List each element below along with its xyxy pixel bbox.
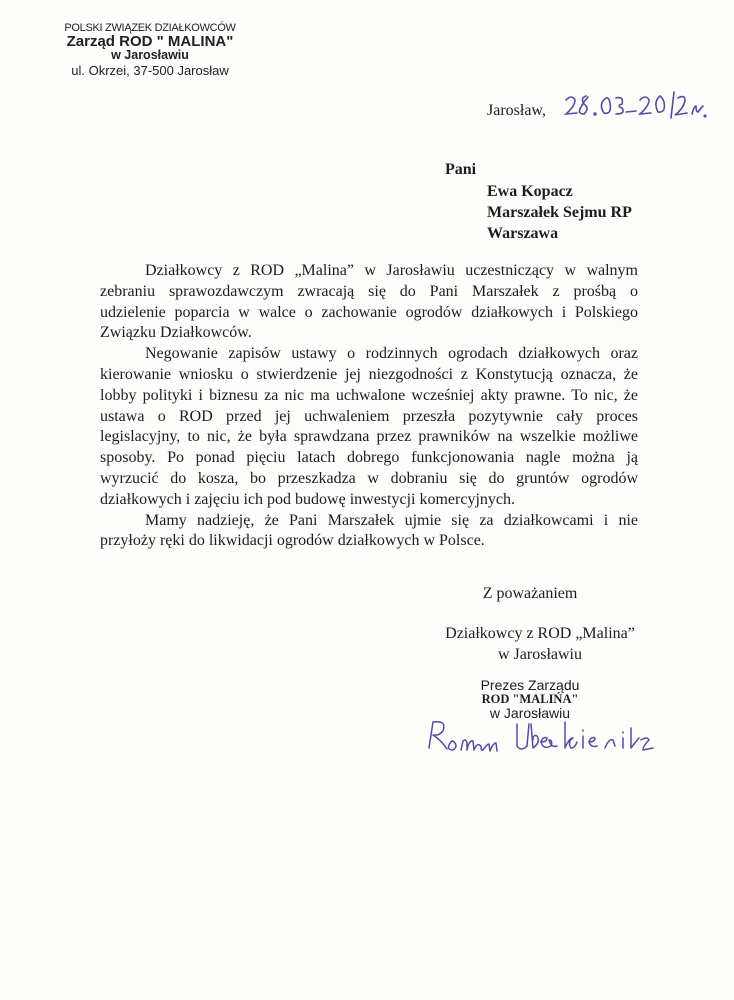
closing-sender-city: w Jarosławiu — [498, 646, 582, 663]
paragraph-2 — [100, 344, 638, 510]
letterhead-org: POLSKI ZWIĄZEK DZIAŁKOWCÓW — [64, 22, 236, 34]
body-line: ustawa o ROD przed jej uchwaleniem przeszła pozytywnie cały proces — [100, 407, 638, 425]
place: Jarosław, — [487, 102, 546, 119]
body-line: udzielenie poparcia w walce o zachowanie ogrodów działkowych i Polskiego — [100, 303, 638, 321]
body-line: wyrzucić do kosza, bo przeszkadza w dobraniu się do gruntów ogrodów — [100, 469, 638, 487]
body-line: działkowych i zajęciu ich pod budowę inwestycji komercyjnych. — [100, 490, 515, 508]
stamp-line: w Jarosławiu — [489, 705, 571, 721]
body-line: sposoby. Po ponad pięciu latach dobrego funkcjonowania nagle można ją — [100, 449, 638, 467]
body-line: Mamy nadzieję, że Pani Marszałek ujmie się za działkowcami i nie — [145, 511, 638, 529]
body-line: kierowanie wniosku o stwierdzenie jej niezgodności z Konstytucją oznacza, że — [100, 365, 638, 383]
body-line: zebraniu sprawozdawczym zwracają się do Pani Marszałek z prośbą o — [100, 282, 638, 300]
signature — [425, 718, 675, 763]
stamp-line: Prezes Zarządu — [480, 677, 580, 693]
letter-body — [100, 261, 638, 552]
body-line: Negowanie zapisów ustawy o rodzinnych ogrodach działkowych oraz — [145, 345, 638, 363]
closing-greeting: Z poważaniem — [482, 585, 578, 602]
recipient-city: Warszawa — [487, 225, 559, 242]
paragraph-3 — [100, 511, 638, 553]
recipient-name: Ewa Kopacz — [487, 183, 573, 200]
letterhead-city: w Jarosławiu — [111, 48, 189, 62]
handwritten-date — [560, 86, 710, 146]
body-line: przyłoży ręki do likwidacji ogrodów działkowych w Polsce. — [100, 532, 485, 550]
stamp-line: ROD "MALIŃA" — [481, 692, 579, 706]
body-line: Związku Działkowców. — [100, 324, 252, 342]
recipient-salutation: Pani — [445, 161, 477, 178]
closing-sender: Działkowcy z ROD „Malina” — [445, 625, 635, 642]
body-line: legislacyjny, to nic, że była sprawdzana przez prawników na wszelkie możliwe — [100, 428, 638, 446]
paragraph-1 — [100, 261, 638, 344]
body-line: Działkowcy z ROD „Malina” w Jarosławiu uczestniczący w walnym — [145, 262, 638, 279]
letterhead-address: ul. Okrzei, 37-500 Jarosław — [71, 63, 229, 78]
letterhead-board: Zarząd ROD " MALINA" — [66, 33, 234, 50]
president-stamp — [455, 678, 605, 720]
body-line: lobby polityki i biznesu za nic ma uchwalone wcześniej akty prawne. To nic, że — [100, 386, 638, 404]
recipient-title: Marszałek Sejmu RP — [487, 204, 632, 221]
letterhead — [40, 22, 260, 79]
